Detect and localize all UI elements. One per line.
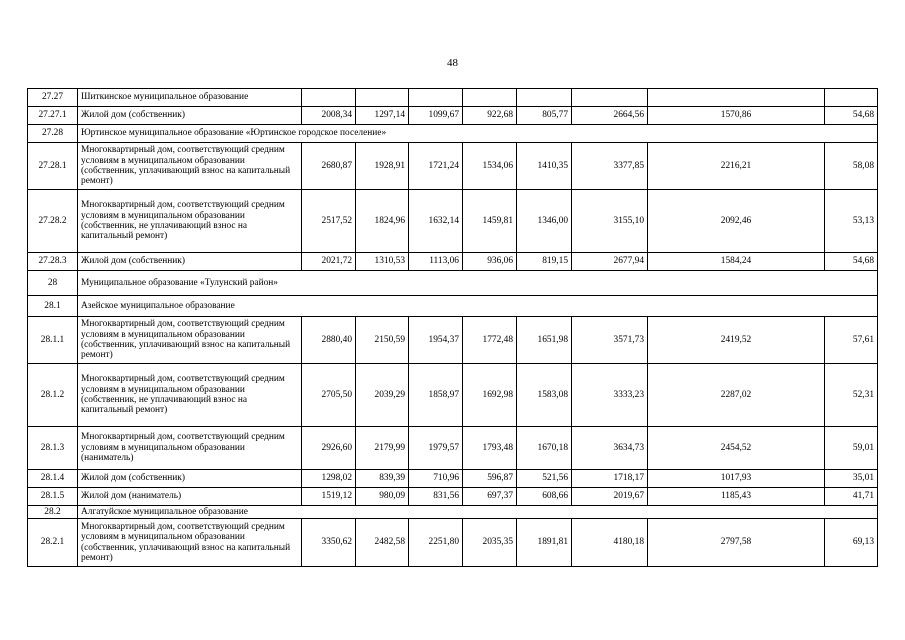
value-cell: 69,13 (825, 519, 878, 567)
value-cell: 1891,81 (517, 519, 572, 567)
table-row (28, 317, 878, 364)
value-cell: 1692,98 (463, 364, 517, 427)
empty-cell (648, 89, 825, 107)
value-cell: 2092,46 (648, 190, 825, 253)
value-cell: 2454,52 (648, 427, 825, 470)
row-code: 28.1.3 (28, 427, 78, 470)
value-cell: 4180,18 (572, 519, 648, 567)
value-cell: 2021,72 (302, 253, 356, 271)
value-cell: 53,13 (825, 190, 878, 253)
value-cell: 2797,58 (648, 519, 825, 567)
value-cell: 1519,12 (302, 488, 356, 506)
value-cell: 2251,80 (409, 519, 463, 567)
value-cell: 819,15 (517, 253, 572, 271)
row-code: 28.2 (28, 506, 78, 519)
value-cell: 1410,35 (517, 143, 572, 190)
section-title: Муниципальное образование «Тулунский район» (78, 271, 878, 296)
value-cell: 2419,52 (648, 317, 825, 364)
section-title: Азейское муниципальное образование (78, 296, 878, 317)
value-cell: 831,56 (409, 488, 463, 506)
value-cell: 1979,57 (409, 427, 463, 470)
value-cell: 1534,06 (463, 143, 517, 190)
value-cell: 2150,59 (356, 317, 409, 364)
value-cell: 52,31 (825, 364, 878, 427)
empty-cell (572, 89, 648, 107)
row-code: 28.1.5 (28, 488, 78, 506)
value-cell: 54,68 (825, 107, 878, 125)
value-cell: 2008,34 (302, 107, 356, 125)
value-cell: 1099,67 (409, 107, 463, 125)
value-cell: 697,37 (463, 488, 517, 506)
table-row (28, 143, 878, 190)
section-title: Алгатуйское муниципальное образование (78, 506, 878, 519)
row-code: 27.27.1 (28, 107, 78, 125)
value-cell: 1928,91 (356, 143, 409, 190)
value-cell: 1017,93 (648, 470, 825, 488)
empty-cell (517, 89, 572, 107)
value-cell: 3333,23 (572, 364, 648, 427)
value-cell: 2287,02 (648, 364, 825, 427)
empty-cell (302, 89, 356, 107)
value-cell: 41,71 (825, 488, 878, 506)
row-name: Многоквартирный дом, соответствующий средним условиям в муниципальном образовании (собственник, уплачивающий взнос на капитальный ремонт) (78, 143, 302, 190)
empty-cell (463, 89, 517, 107)
row-code: 27.28.2 (28, 190, 78, 253)
value-cell: 35,01 (825, 470, 878, 488)
value-cell: 1570,86 (648, 107, 825, 125)
value-cell: 521,56 (517, 470, 572, 488)
value-cell: 805,77 (517, 107, 572, 125)
value-cell: 3350,62 (302, 519, 356, 567)
row-name: Многоквартирный дом, соответствующий средним условиям в муниципальном образовании (собственник, не уплачивающий взнос на капитальный ремонт) (78, 364, 302, 427)
value-cell: 2677,94 (572, 253, 648, 271)
value-cell: 58,08 (825, 143, 878, 190)
table-row (28, 488, 878, 506)
value-cell: 59,01 (825, 427, 878, 470)
value-cell: 1954,37 (409, 317, 463, 364)
value-cell: 3155,10 (572, 190, 648, 253)
row-code: 27.28.1 (28, 143, 78, 190)
value-cell: 3571,73 (572, 317, 648, 364)
value-cell: 710,96 (409, 470, 463, 488)
value-cell: 2926,60 (302, 427, 356, 470)
value-cell: 2035,35 (463, 519, 517, 567)
value-cell: 1583,08 (517, 364, 572, 427)
row-code: 27.28 (28, 125, 78, 143)
value-cell: 2705,50 (302, 364, 356, 427)
table-row (28, 190, 878, 253)
row-code: 28.2.1 (28, 519, 78, 567)
value-cell: 2019,67 (572, 488, 648, 506)
value-cell: 54,68 (825, 253, 878, 271)
table-row (28, 107, 878, 125)
row-code: 28.1.2 (28, 364, 78, 427)
section-row (28, 125, 878, 143)
row-name: Многоквартирный дом, соответствующий средним условиям в муниципальном образовании (наниматель) (78, 427, 302, 470)
value-cell: 2179,99 (356, 427, 409, 470)
page-number: 48 (447, 57, 458, 69)
row-code: 28.1.4 (28, 470, 78, 488)
value-cell: 1185,43 (648, 488, 825, 506)
table-row (28, 470, 878, 488)
value-cell: 980,09 (356, 488, 409, 506)
value-cell: 1824,96 (356, 190, 409, 253)
section-title: Шиткинское муниципальное образование (78, 89, 302, 107)
value-cell: 2680,87 (302, 143, 356, 190)
row-code: 28 (28, 271, 78, 296)
table-row (28, 519, 878, 567)
row-code: 28.1.1 (28, 317, 78, 364)
section-row (28, 296, 878, 317)
row-code: 27.28.3 (28, 253, 78, 271)
value-cell: 1721,24 (409, 143, 463, 190)
row-name: Многоквартирный дом, соответствующий средним условиям в муниципальном образовании (собственник, не уплачивающий взнос на капитальный ремонт) (78, 190, 302, 253)
value-cell: 1113,06 (409, 253, 463, 271)
empty-cell (409, 89, 463, 107)
value-cell: 57,61 (825, 317, 878, 364)
section-row (28, 506, 878, 519)
table-row (28, 253, 878, 271)
row-code: 27.27 (28, 89, 78, 107)
empty-cell (356, 89, 409, 107)
value-cell: 1632,14 (409, 190, 463, 253)
value-cell: 1651,98 (517, 317, 572, 364)
value-cell: 1310,53 (356, 253, 409, 271)
table-row (28, 427, 878, 470)
section-title: Юртинское муниципальное образование «Юртинское городское поселение» (78, 125, 878, 143)
row-name: Многоквартирный дом, соответствующий средним условиям в муниципальном образовании (собственник, уплачивающий взнос на капитальный ремонт) (78, 519, 302, 567)
value-cell: 1772,48 (463, 317, 517, 364)
row-name: Жилой дом (собственник) (78, 107, 302, 125)
row-code: 28.1 (28, 296, 78, 317)
value-cell: 2664,56 (572, 107, 648, 125)
row-name: Многоквартирный дом, соответствующий средним условиям в муниципальном образовании (собственник, уплачивающий взнос на капитальный ремонт) (78, 317, 302, 364)
row-name: Жилой дом (наниматель) (78, 488, 302, 506)
value-cell: 1718,17 (572, 470, 648, 488)
value-cell: 936,06 (463, 253, 517, 271)
value-cell: 2482,58 (356, 519, 409, 567)
value-cell: 3377,85 (572, 143, 648, 190)
row-name: Жилой дом (собственник) (78, 253, 302, 271)
tariff-table (27, 88, 878, 567)
value-cell: 596,87 (463, 470, 517, 488)
table-body (28, 89, 878, 567)
value-cell: 922,68 (463, 107, 517, 125)
value-cell: 1584,24 (648, 253, 825, 271)
section-row (28, 89, 878, 107)
value-cell: 1670,18 (517, 427, 572, 470)
section-row (28, 271, 878, 296)
value-cell: 1459,81 (463, 190, 517, 253)
table-row (28, 364, 878, 427)
value-cell: 839,39 (356, 470, 409, 488)
value-cell: 2216,21 (648, 143, 825, 190)
value-cell: 3634,73 (572, 427, 648, 470)
empty-cell (825, 89, 878, 107)
value-cell: 1858,97 (409, 364, 463, 427)
value-cell: 1298,02 (302, 470, 356, 488)
value-cell: 2880,40 (302, 317, 356, 364)
row-name: Жилой дом (собственник) (78, 470, 302, 488)
value-cell: 1297,14 (356, 107, 409, 125)
value-cell: 608,66 (517, 488, 572, 506)
value-cell: 1346,00 (517, 190, 572, 253)
value-cell: 1793,48 (463, 427, 517, 470)
value-cell: 2517,52 (302, 190, 356, 253)
value-cell: 2039,29 (356, 364, 409, 427)
